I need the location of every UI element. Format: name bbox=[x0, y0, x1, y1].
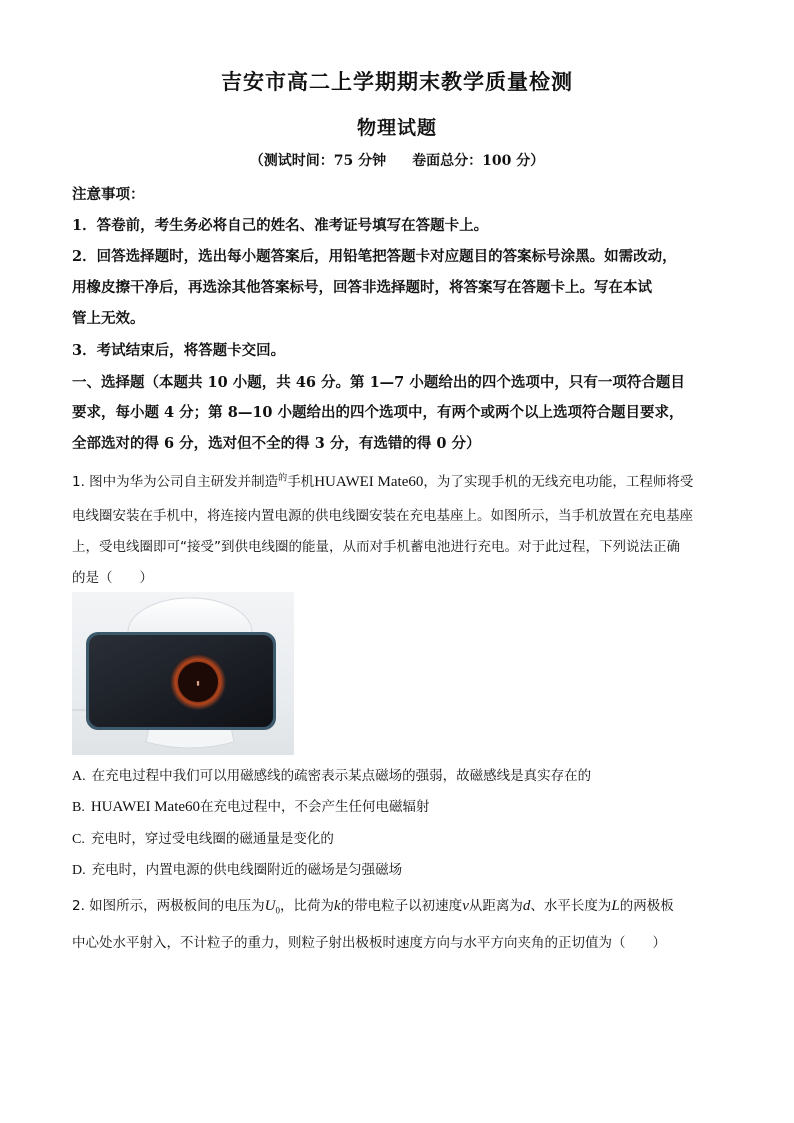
notice-heading: 注意事项： bbox=[72, 186, 145, 203]
wireless-charging-phone-photo bbox=[72, 592, 294, 755]
notice-item-2-line-2: 用橡皮擦干净后，再选涂其他答案标号，回答非选择题时，将答案写在答题卡上。写在本试 bbox=[72, 279, 652, 296]
section1-line-2: 要求，每小题 4 分；第 8—10 小题给出的四个选项中，有两个或两个以上选项符合题目要求， bbox=[72, 404, 684, 421]
length-symbol: L bbox=[611, 898, 620, 914]
section1-line-3: 全部选对的得 6 分，选对但不全的得 3 分，有选错的得 0 分） bbox=[72, 435, 481, 452]
q1-stem-line-2: 电线圈安装在手机中，将连接内置电源的供电线圈安装在充电基座上。如图所示，当手机放置在充电基座 bbox=[72, 508, 693, 524]
section1-line-1: 一、选择题（本题共 10 小题，共 46 分。第 1—7 小题给出的四个选项中，只有一项符合题目 bbox=[72, 374, 685, 391]
notice-item-3: 3．考试结束后，将答题卡交回。 bbox=[72, 342, 286, 359]
q1-option-d[interactable]: D. 充电时，内置电源的供电线圈附近的磁场是匀强磁场 bbox=[72, 862, 403, 878]
charge-mass-ratio-symbol: k bbox=[334, 898, 341, 914]
phone-model: HUAWEI Mate60 bbox=[314, 474, 424, 490]
q1-stem-line-3: 上，受电线圈即可“接受”到供电线圈的能量，从而对手机蓄电池进行充电。对于此过程，下列说法正确 bbox=[72, 539, 680, 555]
q1-stem-line-4: 的是（ ） bbox=[72, 570, 153, 586]
notice-item-2-line-3: 管上无效。 bbox=[72, 310, 145, 327]
exam-info bbox=[0, 150, 794, 170]
q1-option-a[interactable]: A. 在充电过程中我们可以用磁感线的疏密表示某点磁场的强弱，故磁感线是真实存在的 bbox=[72, 768, 592, 784]
exam-total-score: 卷面总分：100 分） bbox=[412, 153, 545, 169]
phone-on-charger-illustration bbox=[72, 592, 294, 755]
q1-option-c[interactable]: C. 充电时，穿过受电线圈的磁通量是变化的 bbox=[72, 831, 334, 847]
q2-stem-line-1: 2. 如图所示，两极板间的电压为$U_0$，比荷为k的带电粒子以初速度v从距离为d、水平长度为L的两极板 bbox=[72, 898, 674, 916]
notice-item-1: 1．答卷前，考生务必将自己的姓名、准考证号填写在答题卡上。 bbox=[72, 217, 489, 234]
q1-option-b[interactable]: B. HUAWEI Mate60在充电过程中，不会产生任何电磁辐射 bbox=[72, 799, 430, 815]
battery-percent-text: ▮ bbox=[196, 680, 200, 687]
exam-subject: 物理试题 bbox=[356, 117, 437, 139]
q2-stem-line-2: 中心处水平射入，不计粒子的重力，则粒子射出极板时速度方向与水平方向夹角的正切值为（ ） bbox=[72, 935, 666, 951]
velocity-symbol: v bbox=[462, 898, 469, 914]
notice-item-2-line-1: 2．回答选择题时，选出每小题答案后，用铅笔把答题卡对应题目的答案标号涂黑。如需改动， bbox=[72, 248, 677, 265]
voltage-symbol: U bbox=[264, 898, 276, 914]
exam-time: （测试时间：75 分钟 bbox=[249, 153, 387, 169]
q1-stem-line-1: 1. 图中为华为公司自主研发并制造$^的$手机HUAWEI Mate60，为了实现手机的无线充电功能，工程师将受 bbox=[72, 473, 694, 490]
exam-title: 吉安市高二上学期期末教学质量检测 bbox=[221, 69, 573, 94]
distance-symbol: d bbox=[522, 898, 531, 914]
